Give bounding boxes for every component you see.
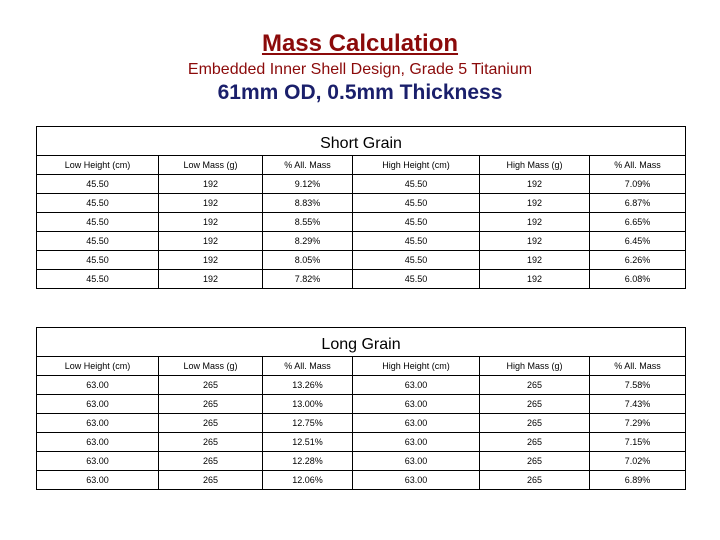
column-header: Low Height (cm) [37,156,159,175]
table-cell: 45.50 [37,175,159,194]
table-row [37,376,686,395]
table-cell: 63.00 [353,376,480,395]
table-cell: 7.43% [590,395,686,414]
column-header: Low Height (cm) [37,357,159,376]
table-cell: 7.58% [590,376,686,395]
table-cell: 12.06% [263,471,353,490]
table-cell: 6.89% [590,471,686,490]
table-cell: 63.00 [37,433,159,452]
table-cell: 192 [159,213,263,232]
column-header: % All. Mass [590,156,686,175]
long-grain-title: Long Grain [37,328,686,357]
column-header: Low Mass (g) [159,156,263,175]
short-grain-table [36,126,686,289]
table-cell: 265 [159,395,263,414]
table-cell: 6.26% [590,251,686,270]
table-row [37,471,686,490]
table-cell: 192 [159,270,263,289]
table-cell: 6.45% [590,232,686,251]
table-cell: 12.75% [263,414,353,433]
column-header: % All. Mass [263,357,353,376]
table-cell: 6.87% [590,194,686,213]
table-cell: 63.00 [353,433,480,452]
table-cell: 63.00 [37,395,159,414]
table-cell: 63.00 [37,414,159,433]
table-cell: 63.00 [353,395,480,414]
table-cell: 265 [480,452,590,471]
table-cell: 63.00 [37,471,159,490]
table-cell: 8.55% [263,213,353,232]
table-cell: 63.00 [353,471,480,490]
table-cell: 7.15% [590,433,686,452]
column-header: High Height (cm) [353,156,480,175]
table-row [37,414,686,433]
table-cell: 63.00 [353,414,480,433]
table-cell: 45.50 [353,175,480,194]
table-cell: 63.00 [353,452,480,471]
table-cell: 45.50 [353,251,480,270]
table-cell: 45.50 [353,270,480,289]
table-cell: 45.50 [37,232,159,251]
table-cell: 265 [480,433,590,452]
table-cell: 7.29% [590,414,686,433]
table-cell: 45.50 [37,251,159,270]
column-header: High Mass (g) [480,156,590,175]
table-cell: 45.50 [353,232,480,251]
table-row [37,251,686,270]
table-cell: 265 [159,414,263,433]
column-header: High Mass (g) [480,357,590,376]
table-cell: 192 [159,251,263,270]
table-cell: 192 [159,232,263,251]
table-cell: 265 [480,471,590,490]
table-cell: 12.28% [263,452,353,471]
table-cell: 192 [480,194,590,213]
table-cell: 45.50 [37,270,159,289]
table-cell: 192 [480,232,590,251]
table-row [37,175,686,194]
column-header: % All. Mass [590,357,686,376]
table-row [37,232,686,251]
table-cell: 8.05% [263,251,353,270]
table-row [37,270,686,289]
short-grain-title: Short Grain [37,127,686,156]
table-cell: 265 [480,376,590,395]
table-cell: 12.51% [263,433,353,452]
table-row [37,395,686,414]
table-cell: 7.02% [590,452,686,471]
table-cell: 8.83% [263,194,353,213]
table-cell: 9.12% [263,175,353,194]
table-cell: 6.65% [590,213,686,232]
table-cell: 63.00 [37,452,159,471]
table-row [37,213,686,232]
page-subtitle: Embedded Inner Shell Design, Grade 5 Titanium [187,61,533,78]
table-cell: 45.50 [37,213,159,232]
table-cell: 192 [480,270,590,289]
table-row [37,194,686,213]
table-cell: 192 [480,251,590,270]
column-header-row [37,156,686,175]
table-cell: 13.00% [263,395,353,414]
table-cell: 192 [159,194,263,213]
table-cell: 45.50 [353,194,480,213]
table-cell: 265 [159,433,263,452]
table-cell: 265 [159,452,263,471]
table-cell: 45.50 [37,194,159,213]
table-row [37,433,686,452]
column-header: Low Mass (g) [159,357,263,376]
table-cell: 63.00 [37,376,159,395]
table-cell: 45.50 [353,213,480,232]
page-title: Mass Calculation [261,30,459,57]
table-cell: 8.29% [263,232,353,251]
table-cell: 7.82% [263,270,353,289]
table-cell: 265 [480,395,590,414]
table-cell: 7.09% [590,175,686,194]
table-cell: 265 [480,414,590,433]
table-cell: 192 [159,175,263,194]
long-grain-table [36,327,686,490]
table-cell: 13.26% [263,376,353,395]
column-header: % All. Mass [263,156,353,175]
spec-headline: 61mm OD, 0.5mm Thickness [217,81,503,104]
table-cell: 6.08% [590,270,686,289]
table-cell: 192 [480,213,590,232]
table-row [37,452,686,471]
column-header-row [37,357,686,376]
column-header: High Height (cm) [353,357,480,376]
table-cell: 265 [159,376,263,395]
table-cell: 265 [159,471,263,490]
table-cell: 192 [480,175,590,194]
